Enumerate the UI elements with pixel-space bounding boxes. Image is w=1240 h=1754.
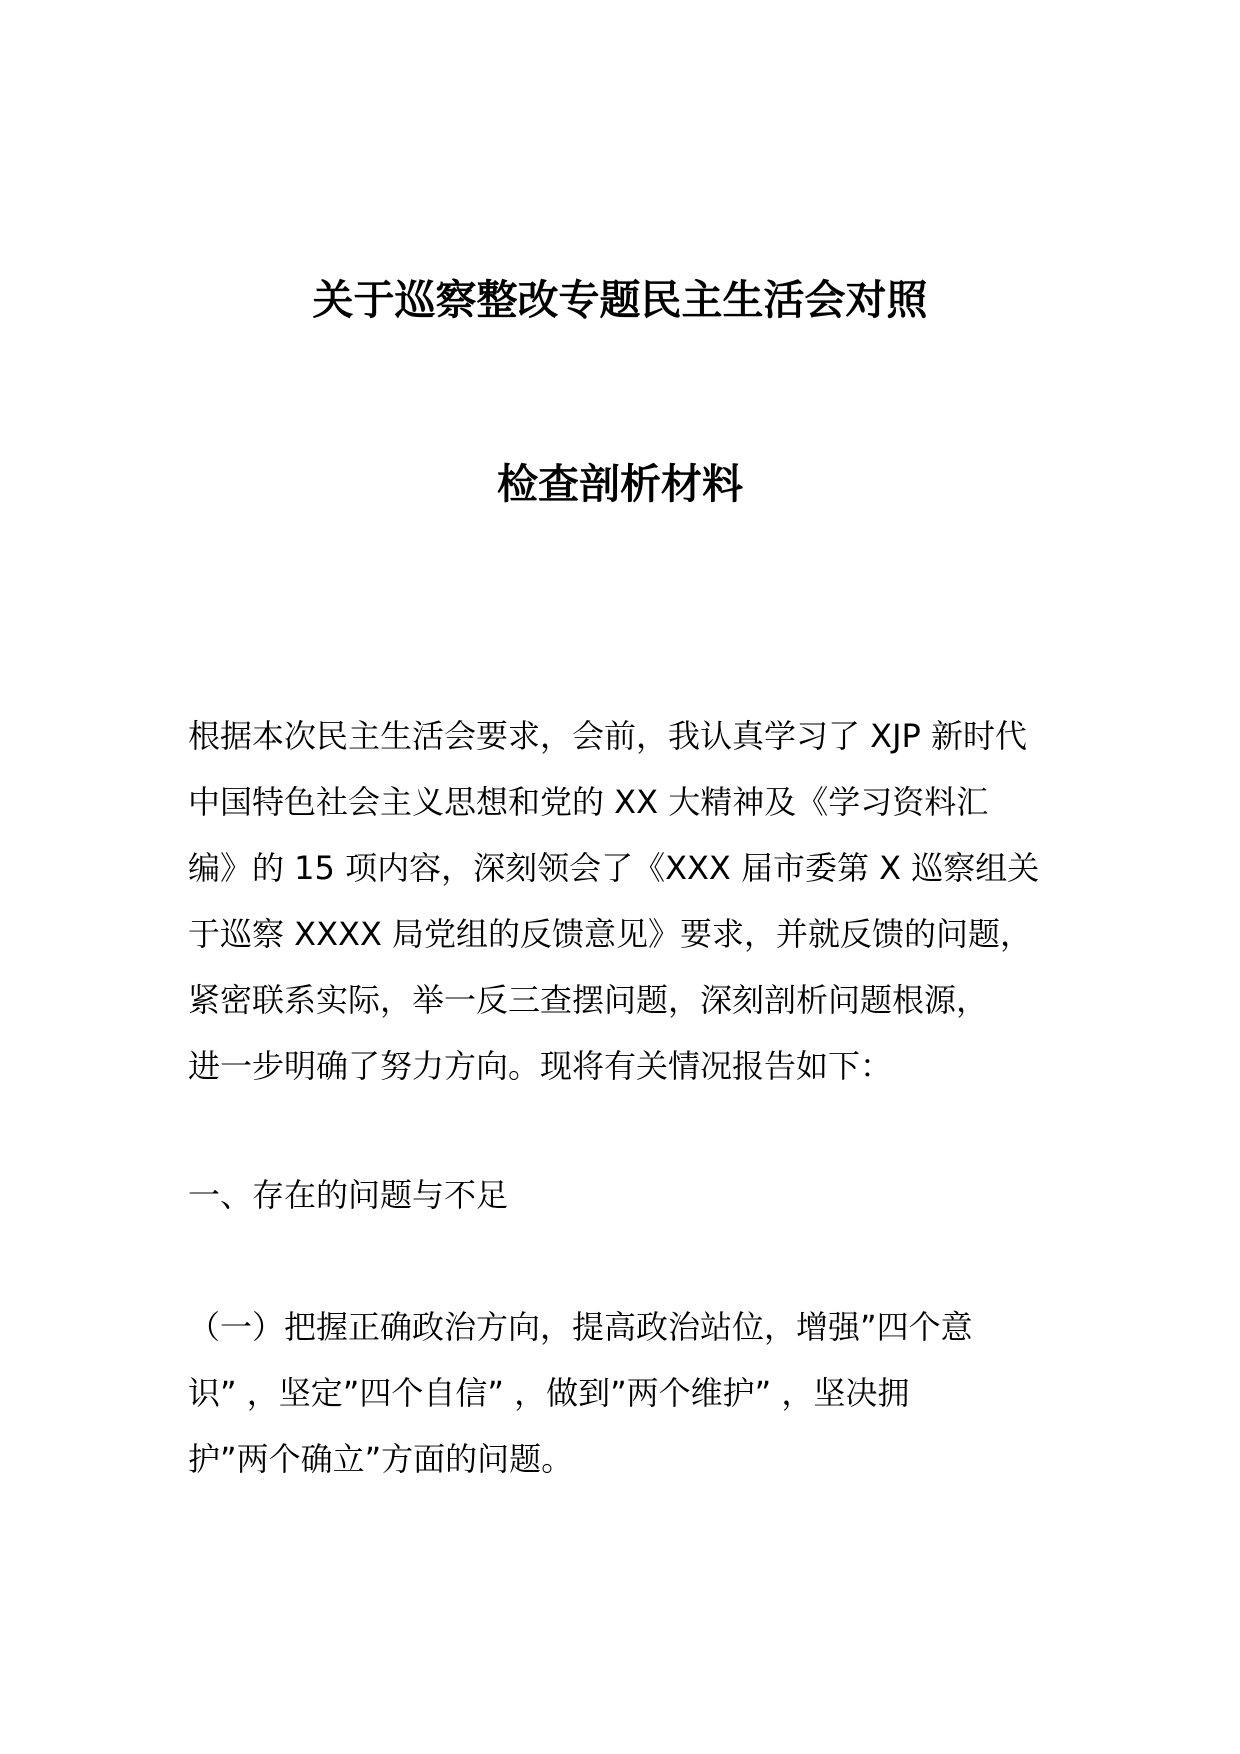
- section-heading-text: 一、存在的问题与不足: [188, 1176, 509, 1214]
- subsection-line: （一）把握正确政治方向，提高政治站位，增强”四个意: [188, 1308, 973, 1346]
- intro-line: 根据本次民主生活会要求，会前，我认真学习了 XJP 新时代: [188, 717, 1028, 755]
- subsection-line: 识” ，坚定”四个自信” ，做到”两个维护” ，坚决拥: [188, 1374, 910, 1412]
- subsection-paragraph: [188, 1294, 1070, 1492]
- intro-line: 紧密联系实际，举一反三查摆问题，深刻剖析问题根源，: [188, 981, 989, 1019]
- subsection-line: 护”两个确立”方面的问题。: [188, 1440, 574, 1478]
- section-heading: [188, 1162, 1070, 1228]
- intro-paragraph: [188, 703, 1070, 1099]
- intro-line: 中国特色社会主义思想和党的 XX 大精神及《学习资料汇: [188, 783, 989, 821]
- intro-line: 编》的 15 项内容，深刻领会了《XXX 届市委第 X 巡察组关: [188, 849, 1040, 887]
- intro-line: 于巡察 XXXX 局党组的反馈意见》要求，并就反馈的问题，: [188, 915, 1033, 953]
- document-title-line-1: 关于巡察整改专题民主生活会对照: [312, 276, 928, 324]
- intro-line: 进一步明确了努力方向。现将有关情况报告如下：: [188, 1047, 893, 1085]
- document-title-line-2: 检查剖析材料: [497, 460, 743, 508]
